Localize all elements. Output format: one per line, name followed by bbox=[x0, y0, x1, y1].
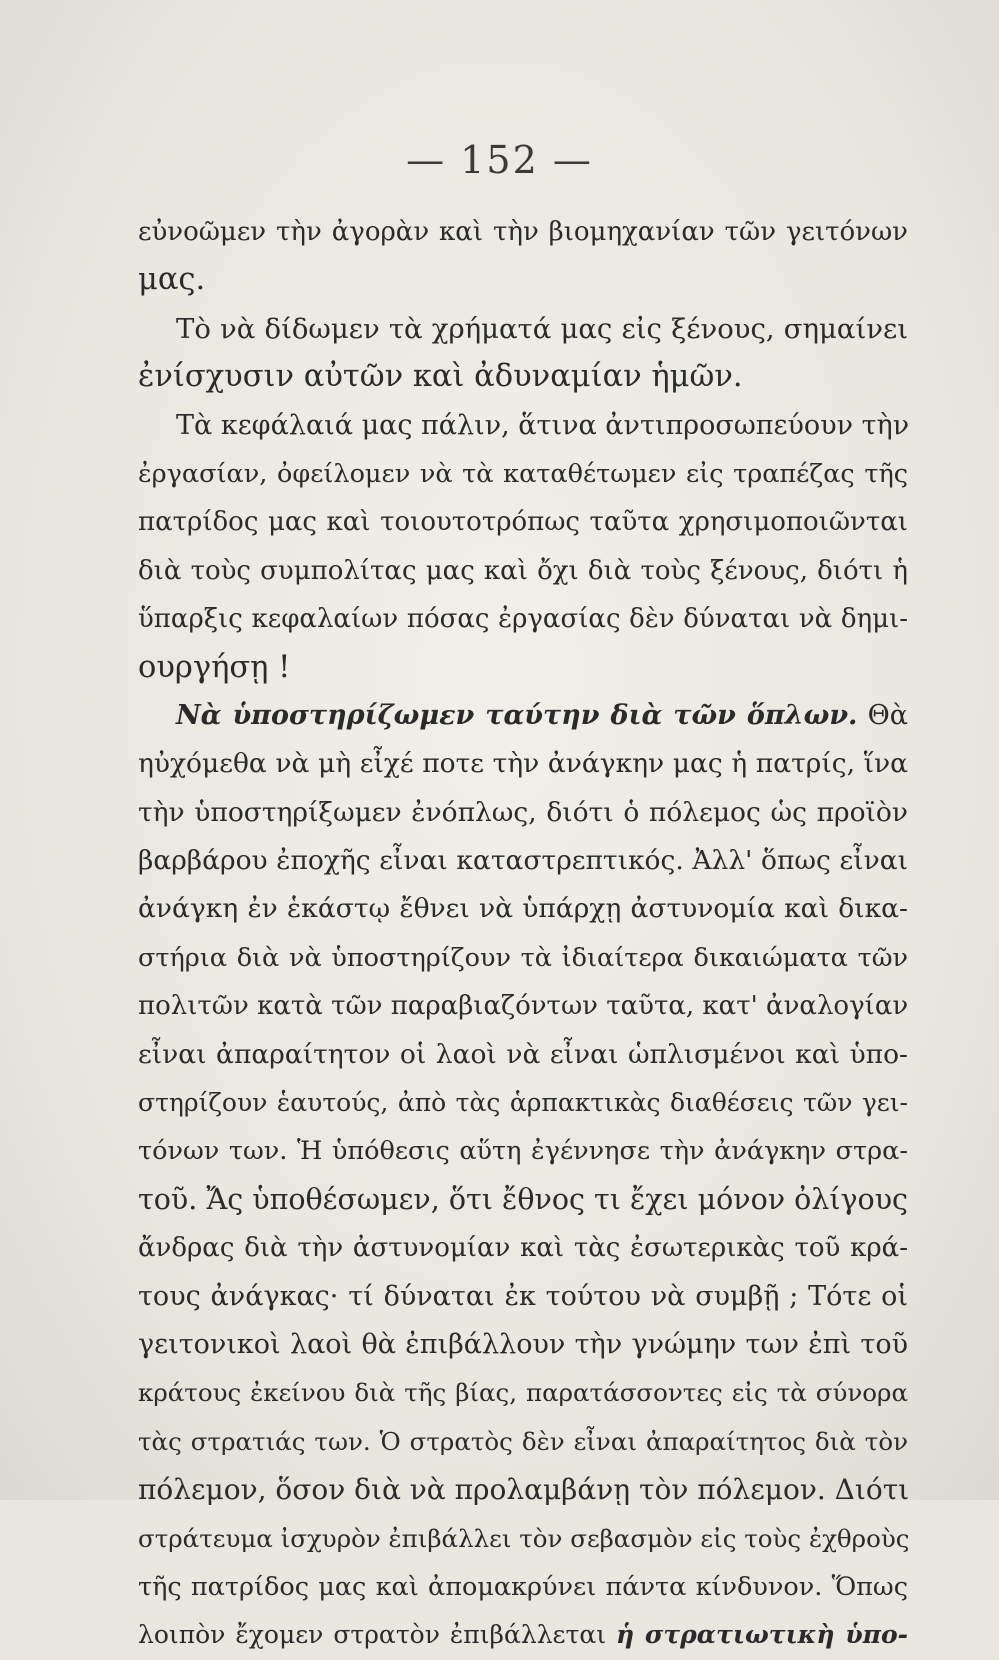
text-segment: στηρίζουν ἑαυτούς, ἀπὸ τὰς ἁρπακτικὰς διαθέσεις τῶν γει- bbox=[138, 1088, 908, 1118]
text-segment: λοιπὸν ἔχομεν στρατὸν ἐπιβάλλεται bbox=[138, 1620, 616, 1650]
body-text bbox=[138, 208, 908, 1660]
text-segment: Τὰ κεφάλαιά μας πάλιν, ἅτινα ἀντιπροσωπεύουν τὴν bbox=[176, 409, 910, 441]
text-segment: πολιτῶν κατὰ τῶν παραβιαζόντων ταῦτα, κατ' ἀναλογίαν bbox=[138, 991, 909, 1022]
text-line bbox=[138, 1563, 908, 1611]
text-line bbox=[138, 692, 908, 740]
text-segment: πόλεμον, ὅσον διὰ νὰ προλαμβάνῃ τὸν πόλεμον. Διότι bbox=[138, 1473, 910, 1507]
text-line bbox=[138, 402, 908, 450]
text-line bbox=[138, 1466, 908, 1514]
text-line bbox=[138, 644, 908, 692]
text-line bbox=[138, 934, 908, 982]
text-line bbox=[138, 498, 908, 546]
text-segment: κράτους ἐκείνου διὰ τῆς βίας, παρατάσσοντες εἰς τὰ σύνορα bbox=[138, 1378, 908, 1408]
text-segment: βαρβάρου ἐποχῆς εἶναι καταστρεπτικός. Ἀλλ' ὅπως εἶναι bbox=[138, 845, 908, 877]
text-line bbox=[138, 1611, 908, 1659]
text-segment: Θὰ bbox=[857, 699, 908, 731]
text-segment: τόνων των. Ἡ ὑπόθεσις αὕτη ἐγέννησε τὴν ἀνάγκην στρα- bbox=[138, 1136, 908, 1167]
emphasized-text: ἡ στρατιωτικὴ ὑπο- bbox=[616, 1620, 909, 1650]
text-segment: ἀνάγκη ἐν ἑκάστῳ ἔθνει νὰ ὑπάρχῃ ἀστυνομία καὶ δικα- bbox=[138, 893, 908, 925]
text-line bbox=[138, 789, 908, 837]
text-line bbox=[138, 1079, 908, 1127]
text-line bbox=[138, 1273, 908, 1321]
text-line bbox=[138, 1321, 908, 1369]
text-segment: στήρια διὰ νὰ ὑποστηρίζουν τὰ ἰδιαίτερα δικαιώματα τῶν bbox=[138, 942, 908, 973]
text-line bbox=[138, 595, 908, 643]
text-line bbox=[138, 450, 908, 498]
text-line bbox=[138, 1224, 908, 1272]
text-segment: ἐνίσχυσιν αὐτῶν καὶ ἀδυναμίαν ἡμῶν. bbox=[138, 359, 743, 395]
text-segment: ὕπαρξις κεφαλαίων πόσας ἐργασίας δὲν δύναται νὰ δημι- bbox=[138, 604, 908, 635]
text-line bbox=[138, 1176, 908, 1224]
text-line bbox=[138, 885, 908, 933]
text-segment: τοῦ. Ἄς ὑποθέσωμεν, ὅτι ἔθνος τι ἔχει μόνον ὀλίγους bbox=[138, 1182, 908, 1216]
text-segment: μας. bbox=[138, 262, 206, 298]
text-line bbox=[138, 208, 908, 256]
text-line bbox=[138, 982, 908, 1030]
text-line bbox=[138, 353, 908, 401]
text-segment: ἐργασίαν, ὀφείλομεν νὰ τὰ καταθέτωμεν εἰς τραπέζας τῆς bbox=[138, 458, 908, 489]
text-line bbox=[138, 1369, 908, 1417]
text-segment: πατρίδος μας καὶ τοιουτοτρόπως ταῦτα χρησιμοποιῶνται bbox=[138, 507, 908, 538]
text-segment: τὰς στρατιάς των. Ὁ στρατὸς δὲν εἶναι ἀπαραίτητος διὰ τὸν bbox=[138, 1426, 908, 1456]
text-segment: εἶναι ἀπαραίτητον οἱ λαοὶ νὰ εἶναι ὡπλισμένοι καὶ ὑπο- bbox=[138, 1038, 908, 1070]
page-number: — 152 — bbox=[406, 138, 593, 182]
text-segment: γειτονικοὶ λαοὶ θὰ ἐπιβάλλουν τὴν γνώμην των ἐπὶ τοῦ bbox=[138, 1328, 908, 1360]
text-segment: ουργήσῃ ! bbox=[138, 649, 291, 685]
text-segment: Τὸ νὰ δίδωμεν τὰ χρήματά μας εἰς ξένους, σημαίνει bbox=[176, 312, 908, 345]
text-line bbox=[138, 305, 908, 353]
text-line bbox=[138, 1515, 908, 1563]
text-segment: τους ἀνάγκας· τί δύναται ἐκ τούτου νὰ συμβῇ ; Τότε οἱ bbox=[138, 1280, 908, 1312]
text-line bbox=[138, 256, 908, 304]
text-line bbox=[138, 740, 908, 788]
text-line bbox=[138, 547, 908, 595]
text-segment: ἄνδρας διὰ τὴν ἀστυνομίαν καὶ τὰς ἐσωτερικὰς τοῦ κρά- bbox=[138, 1233, 908, 1264]
emphasized-text: Νὰ ὑποστηρίζωμεν ταύτην διὰ τῶν ὅπλων. bbox=[176, 699, 858, 731]
text-segment: τὴν ὑποστηρίξωμεν ἐνόπλως, διότι ὁ πόλεμος ὡς προϊὸν bbox=[138, 796, 908, 828]
text-segment: ηὐχόμεθα νὰ μὴ εἶχέ ποτε τὴν ἀνάγκην μας ἡ πατρίς, ἵνα bbox=[138, 748, 908, 780]
text-segment: στράτευμα ἰσχυρὸν ἐπιβάλλει τὸν σεβασμὸν εἰς τοὺς ἐχθροὺς bbox=[138, 1523, 910, 1553]
text-line bbox=[138, 1031, 908, 1079]
text-line bbox=[138, 1127, 908, 1175]
text-line bbox=[138, 1418, 908, 1466]
text-line bbox=[138, 837, 908, 885]
text-segment: τῆς πατρίδος μας καὶ ἀπομακρύνει πάντα κίνδυνον. Ὅπως bbox=[138, 1571, 908, 1602]
text-segment: διὰ τοὺς συμπολίτας μας καὶ ὄχι διὰ τοὺς ξένους, διότι ἡ bbox=[138, 555, 908, 586]
text-segment: εὐνοῶμεν τὴν ἀγορὰν καὶ τὴν βιομηχανίαν τῶν γειτόνων bbox=[138, 217, 908, 247]
